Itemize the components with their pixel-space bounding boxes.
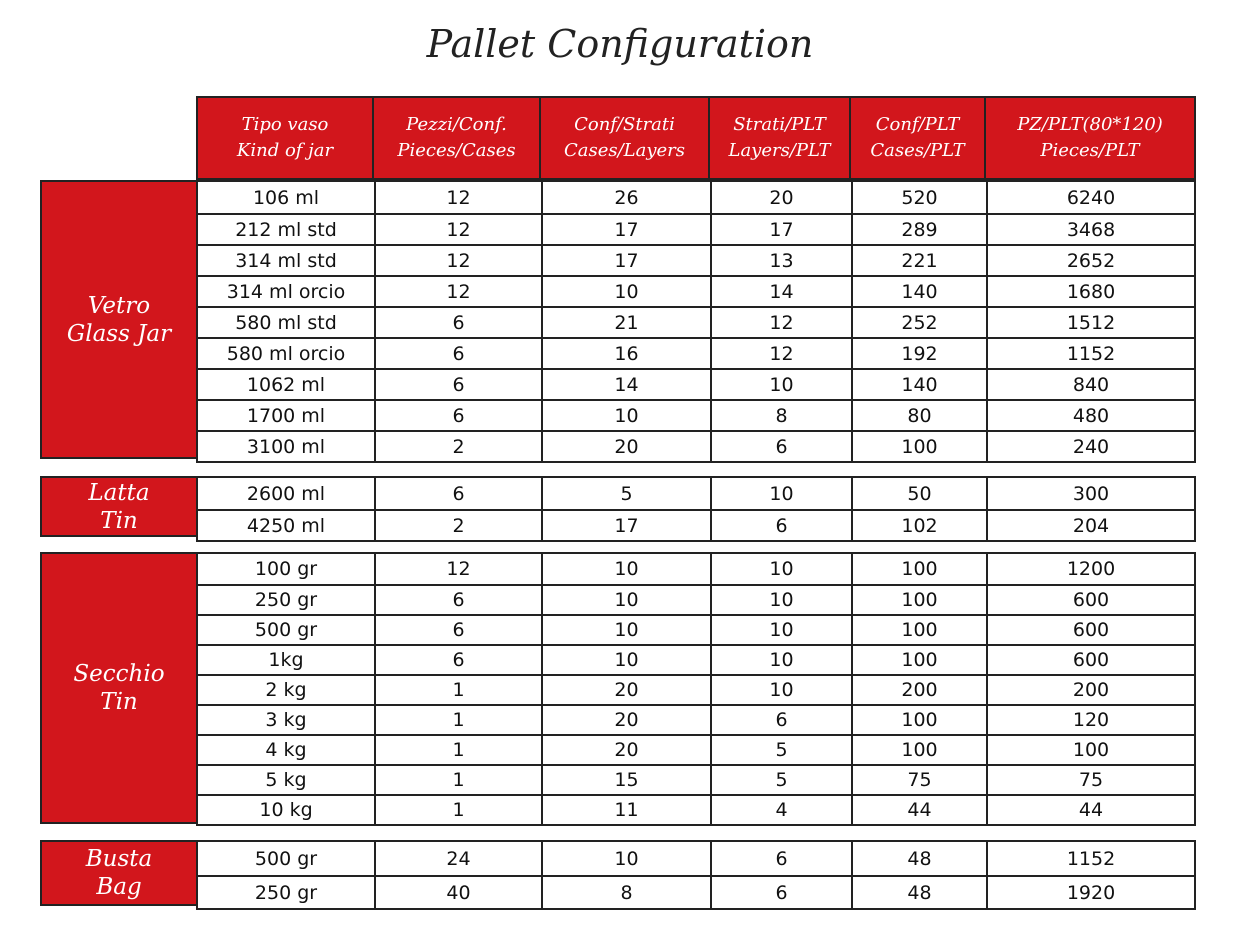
- table-cell: 12: [374, 554, 541, 584]
- group-table-bucket: [196, 552, 1196, 826]
- table-cell: 1kg: [268, 649, 304, 671]
- table-row: [198, 182, 1194, 213]
- table-cell: 1680: [986, 277, 1194, 306]
- table-cell: 10: [710, 616, 851, 644]
- table-cell: 17: [541, 215, 710, 244]
- table-cell: 1920: [986, 877, 1194, 908]
- table-cell: 6: [710, 842, 851, 875]
- table-cell: 5: [541, 478, 710, 509]
- table-cell: 6: [710, 432, 851, 461]
- table-cell: 140: [851, 370, 986, 399]
- table-cell: 12: [710, 308, 851, 337]
- table-cell: 300: [986, 478, 1194, 509]
- table-cell: 100: [851, 706, 986, 734]
- table-cell: 21: [541, 308, 710, 337]
- header-pieces-cases: [372, 96, 541, 180]
- table-cell: 40: [374, 877, 541, 908]
- table-cell: 6: [374, 478, 541, 509]
- table-cell: 6: [710, 877, 851, 908]
- table-row: [198, 794, 1194, 824]
- table-cell: 20: [541, 706, 710, 734]
- table-cell: 102: [851, 511, 986, 540]
- table-cell: 48: [851, 877, 986, 908]
- table-cell: 200: [851, 676, 986, 704]
- table-row: [198, 244, 1194, 275]
- table-cell: 100: [851, 554, 986, 584]
- table-row: [198, 509, 1194, 540]
- table-cell: 6: [374, 616, 541, 644]
- table-cell: 12: [374, 246, 541, 275]
- table-cell: 106 ml: [252, 186, 320, 209]
- table-cell: 6: [710, 511, 851, 540]
- header-pieces-plt: [984, 96, 1196, 180]
- table-cell: 1152: [986, 339, 1194, 368]
- table-cell: 1200: [986, 554, 1194, 584]
- group-table-tin: [196, 476, 1196, 542]
- table-cell: 5: [710, 766, 851, 794]
- header-cases-layers: [539, 96, 710, 180]
- table-cell: 10 kg: [259, 799, 313, 821]
- header-label-en: Cases/PLT: [870, 140, 965, 161]
- table-cell: 580 ml std: [235, 311, 337, 334]
- table-cell: 289: [851, 215, 986, 244]
- group-label-tin: [40, 476, 198, 537]
- table-cell: 75: [986, 766, 1194, 794]
- table-cell: 1: [374, 676, 541, 704]
- table-cell: 600: [986, 586, 1194, 614]
- header-label-it: Conf/PLT: [875, 114, 960, 135]
- header-label-it: Conf/Strati: [574, 114, 675, 135]
- table-cell: 2: [374, 432, 541, 461]
- table-row: [198, 213, 1194, 244]
- table-cell: 3100 ml: [246, 435, 326, 458]
- table-row: [198, 430, 1194, 461]
- table-cell: 5: [710, 736, 851, 764]
- table-cell: 520: [851, 182, 986, 213]
- table-cell: 26: [541, 182, 710, 213]
- group-label-it: Busta: [85, 846, 153, 872]
- table-row: [198, 554, 1194, 584]
- table-cell: 192: [851, 339, 986, 368]
- table-cell: 44: [986, 796, 1194, 824]
- table-cell: 6: [374, 401, 541, 430]
- table-cell: 2 kg: [265, 679, 307, 701]
- table-row: [198, 875, 1194, 908]
- table-cell: 1700 ml: [246, 404, 326, 427]
- table-cell: 10: [541, 554, 710, 584]
- table-row: [198, 674, 1194, 704]
- table-row: [198, 368, 1194, 399]
- table-cell: 50: [851, 478, 986, 509]
- header-label-en: Pieces/PLT: [1040, 140, 1140, 161]
- table-cell: 4 kg: [265, 739, 307, 761]
- table-cell: 44: [851, 796, 986, 824]
- group-label-en: Glass Jar: [66, 320, 172, 347]
- table-cell: 2: [374, 511, 541, 540]
- table-cell: 204: [986, 511, 1194, 540]
- table-cell: 75: [851, 766, 986, 794]
- table-cell: 314 ml orcio: [226, 280, 346, 303]
- table-cell: 17: [541, 246, 710, 275]
- table-cell: 1: [374, 796, 541, 824]
- table-cell: 10: [710, 478, 851, 509]
- table-cell: 252: [851, 308, 986, 337]
- table-cell: 1: [374, 766, 541, 794]
- table-cell: 200: [986, 676, 1194, 704]
- table-cell: 250 gr: [254, 589, 318, 611]
- table-cell: 6: [710, 706, 851, 734]
- table-cell: 100: [851, 736, 986, 764]
- header-label-it: Tipo vaso: [241, 114, 329, 135]
- table-cell: 10: [541, 646, 710, 674]
- table-row: [198, 478, 1194, 509]
- table-cell: 100: [851, 646, 986, 674]
- table-cell: 100 gr: [254, 558, 318, 580]
- header-label-en: Cases/Layers: [563, 140, 686, 161]
- table-cell: 10: [541, 842, 710, 875]
- table-cell: 20: [541, 432, 710, 461]
- table-cell: 12: [374, 215, 541, 244]
- group-label-en: Tin: [100, 507, 138, 534]
- group-label-en: Tin: [100, 689, 138, 715]
- table-cell: 221: [851, 246, 986, 275]
- table-row: [198, 644, 1194, 674]
- table-cell: 12: [710, 339, 851, 368]
- table-cell: 10: [541, 401, 710, 430]
- table-cell: 3 kg: [265, 709, 307, 731]
- table-cell: 10: [710, 646, 851, 674]
- header-label-en: Layers/PLT: [728, 140, 831, 161]
- table-cell: 1062 ml: [246, 373, 326, 396]
- table-cell: 12: [374, 182, 541, 213]
- table-cell: 4: [710, 796, 851, 824]
- page-title: Pallet Configuration: [426, 22, 814, 66]
- table-row: [198, 614, 1194, 644]
- table-cell: 1152: [986, 842, 1194, 875]
- table-cell: 10: [710, 586, 851, 614]
- group-label-it: Latta: [88, 479, 150, 506]
- table-row: [198, 764, 1194, 794]
- table-cell: 1: [374, 736, 541, 764]
- table-row: [198, 337, 1194, 368]
- group-label-bucket: [40, 552, 198, 824]
- table-cell: 100: [986, 736, 1194, 764]
- table-cell: 6: [374, 308, 541, 337]
- group-label-glass-jar: [40, 180, 198, 459]
- table-cell: 20: [541, 676, 710, 704]
- table-cell: 120: [986, 706, 1194, 734]
- header-label-it: PZ/PLT(80*120): [1017, 114, 1163, 135]
- table-cell: 80: [851, 401, 986, 430]
- table-cell: 14: [541, 370, 710, 399]
- group-label-it: Vetro: [87, 292, 151, 319]
- table-cell: 8: [541, 877, 710, 908]
- group-label-it: Secchio: [73, 661, 165, 687]
- table-cell: 580 ml orcio: [226, 342, 346, 365]
- table-cell: 8: [710, 401, 851, 430]
- table-cell: 6: [374, 370, 541, 399]
- table-cell: 212 ml std: [235, 218, 337, 241]
- table-cell: 10: [541, 277, 710, 306]
- table-cell: 100: [851, 586, 986, 614]
- table-cell: 6: [374, 339, 541, 368]
- table-cell: 16: [541, 339, 710, 368]
- table-row: [198, 306, 1194, 337]
- table-cell: 24: [374, 842, 541, 875]
- table-cell: 48: [851, 842, 986, 875]
- table-cell: 250 gr: [254, 881, 318, 904]
- table-row: [198, 275, 1194, 306]
- group-table-bag: [196, 840, 1196, 910]
- group-table-glass-jar: [196, 180, 1196, 463]
- table-cell: 10: [541, 586, 710, 614]
- table-row: [198, 734, 1194, 764]
- table-cell: 600: [986, 616, 1194, 644]
- header-label-en: Kind of jar: [236, 140, 334, 161]
- header-label-it: Pezzi/Conf.: [406, 114, 507, 135]
- header-label-it: Strati/PLT: [733, 114, 826, 135]
- table-cell: 314 ml std: [235, 249, 337, 272]
- table-row: [198, 704, 1194, 734]
- group-label-bag: [40, 840, 198, 906]
- table-row: [198, 399, 1194, 430]
- table-cell: 100: [851, 616, 986, 644]
- table-cell: 4250 ml: [246, 514, 326, 537]
- table-cell: 6: [374, 646, 541, 674]
- table-row: [198, 842, 1194, 875]
- table-cell: 13: [710, 246, 851, 275]
- table-cell: 20: [541, 736, 710, 764]
- table-cell: 15: [541, 766, 710, 794]
- table-cell: 20: [710, 182, 851, 213]
- table-cell: 240: [986, 432, 1194, 461]
- table-cell: 1512: [986, 308, 1194, 337]
- table-cell: 100: [851, 432, 986, 461]
- table-cell: 10: [710, 554, 851, 584]
- table-cell: 2652: [986, 246, 1194, 275]
- table-cell: 10: [710, 676, 851, 704]
- table-cell: 17: [541, 511, 710, 540]
- header-label-en: Pieces/Cases: [397, 140, 516, 161]
- table-cell: 6240: [986, 182, 1194, 213]
- header-kind-of-jar: [196, 96, 374, 180]
- table-cell: 840: [986, 370, 1194, 399]
- table-cell: 12: [374, 277, 541, 306]
- table-cell: 6: [374, 586, 541, 614]
- table-row: [198, 584, 1194, 614]
- table-cell: 140: [851, 277, 986, 306]
- table-cell: 2600 ml: [246, 482, 326, 505]
- header-cases-plt: [849, 96, 986, 180]
- table-cell: 500 gr: [254, 847, 318, 870]
- table-cell: 14: [710, 277, 851, 306]
- group-label-en: Bag: [96, 874, 142, 900]
- table-cell: 17: [710, 215, 851, 244]
- table-cell: 11: [541, 796, 710, 824]
- table-cell: 3468: [986, 215, 1194, 244]
- table-cell: 10: [710, 370, 851, 399]
- table-cell: 500 gr: [254, 619, 318, 641]
- table-cell: 10: [541, 616, 710, 644]
- header-layers-plt: [708, 96, 851, 180]
- table-cell: 480: [986, 401, 1194, 430]
- table-cell: 1: [374, 706, 541, 734]
- table-cell: 5 kg: [265, 769, 307, 791]
- table-cell: 600: [986, 646, 1194, 674]
